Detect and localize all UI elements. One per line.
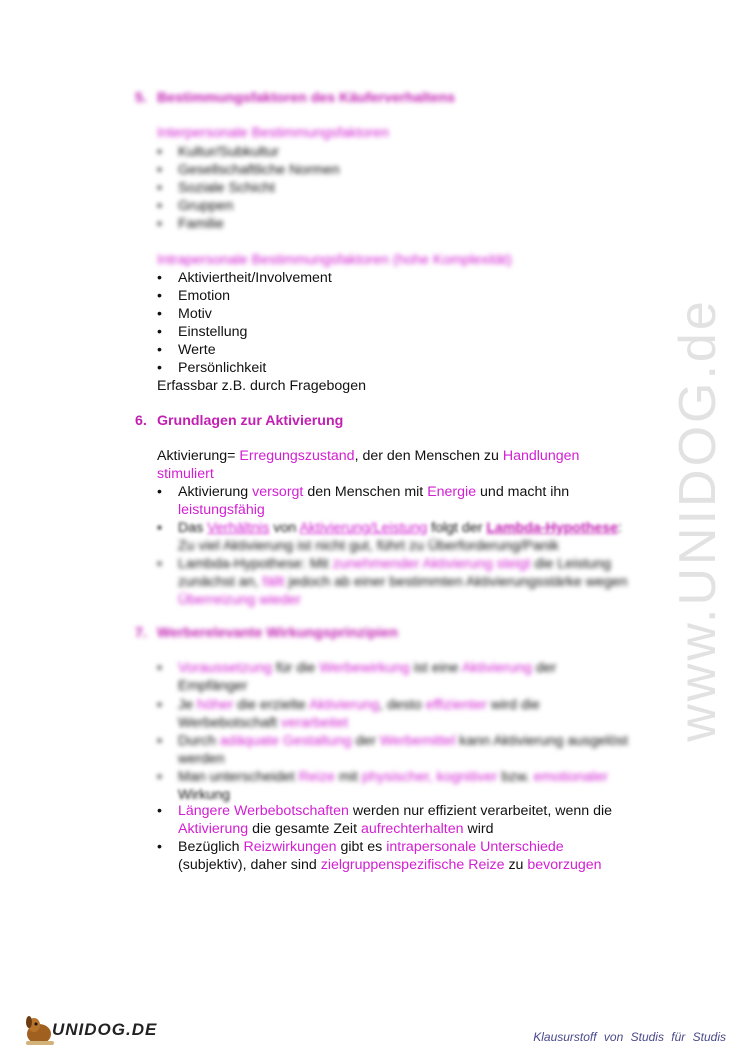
activation-definition-cont: stimuliert bbox=[157, 466, 214, 482]
intra-item: Motiv bbox=[178, 306, 212, 322]
bullet-icon: • bbox=[157, 306, 162, 322]
bullet-icon: • bbox=[157, 484, 162, 500]
sec7-bullet-5-cont: Aktivierung die gesamte Zeit aufrechterhalten wird bbox=[178, 821, 494, 837]
intra-note: Erfassbar z.B. durch Fragebogen bbox=[157, 378, 366, 394]
sec7-bullet-5: Längere Werbebotschaften werden nur effizient verarbeitet, wenn die bbox=[178, 803, 613, 819]
bullet-icon: • bbox=[157, 198, 162, 214]
sec6-bullet-3-cont: zunächst an, fällt jedoch ab einer bestimmten Aktivierungsstärke wegen bbox=[178, 574, 628, 590]
footer-tagline: Klausurstoff von Studis für Studis bbox=[533, 1030, 726, 1044]
sec6-bullet-3-cont2: Überreizung wieder bbox=[178, 592, 302, 608]
bullet-icon: • bbox=[157, 270, 162, 286]
bullet-icon: • bbox=[157, 520, 162, 536]
inter-item: Gesellschaftliche Normen bbox=[178, 162, 340, 178]
section-7-heading: 7. Werberelevante Wirkungsprinzipien bbox=[135, 625, 398, 641]
bullet-icon: • bbox=[157, 360, 162, 376]
sec7-bullet-3: Durch adäquate Gestaltung der Werbemittel kann Aktivierung ausgelöst bbox=[178, 733, 629, 749]
sec7-bullet-2: Je höher die erzielte Aktivierung, desto effizienter wird die bbox=[178, 697, 540, 713]
sec7-bullet-1-cont: Empfänger bbox=[178, 678, 248, 694]
bullet-icon: • bbox=[157, 324, 162, 340]
inter-item: Gruppen bbox=[178, 198, 234, 214]
intra-item: Persönlichkeit bbox=[178, 360, 267, 376]
sec6-bullet-2-cont: Zu viel Aktivierung ist nicht gut, führt zu Überforderung/Panik bbox=[178, 538, 559, 554]
bullet-icon: • bbox=[157, 288, 162, 304]
bullet-icon: • bbox=[157, 697, 162, 713]
sec7-bullet-6-cont: (subjektiv), daher sind zielgruppenspezifische Reize zu bevorzugen bbox=[178, 857, 602, 873]
bullet-icon: • bbox=[157, 342, 162, 358]
inter-item: Soziale Schicht bbox=[178, 180, 275, 196]
activation-definition: Aktivierung= Erregungszustand, der den Menschen zu Handlungen bbox=[157, 448, 580, 464]
logo-text: UNIDOG.DE bbox=[52, 1020, 158, 1039]
inter-item: Kultur/Subkultur bbox=[178, 144, 279, 160]
intra-item: Werte bbox=[178, 342, 216, 358]
intra-item: Aktiviertheit/Involvement bbox=[178, 270, 332, 286]
bullet-icon: • bbox=[157, 180, 162, 196]
sec6-bullet-2: Das Verhältnis von Aktivierung/Leistung folgt der Lambda-Hypothese: bbox=[178, 520, 622, 536]
sec7-bullet-2-cont: Werbebotschaft verarbeitet bbox=[178, 715, 349, 731]
inter-title: Interpersonale Bestimmungsfaktoren bbox=[157, 125, 389, 141]
sec7-bullet-3-cont: werden bbox=[178, 751, 225, 767]
sec7-bullet-4: Man unterscheidet Reize mit physischer, kognitiver bzw. emotionaler bbox=[178, 769, 608, 785]
intra-title: Intrapersonale Bestimmungsfaktoren (hohe Komplexität) bbox=[157, 252, 512, 268]
bullet-icon: • bbox=[157, 839, 162, 855]
sec7-bullet-1: Voraussetzung für die Werbewirkung ist eine Aktivierung der bbox=[178, 660, 557, 676]
section-6-heading: 6. Grundlagen zur Aktivierung bbox=[135, 413, 344, 429]
intra-item: Emotion bbox=[178, 288, 231, 304]
intra-item: Einstellung bbox=[178, 324, 248, 340]
bullet-icon: • bbox=[157, 216, 162, 232]
sec7-bullet-6: Bezüglich Reizwirkungen gibt es intrapersonale Unterschiede bbox=[178, 839, 564, 855]
bullet-icon: • bbox=[157, 144, 162, 160]
section-5-heading: 5. Bestimmungsfaktoren des Käuferverhaltens bbox=[135, 90, 456, 106]
bullet-icon: • bbox=[157, 162, 162, 178]
sec6-bullet-1-cont: leistungsfähig bbox=[178, 502, 265, 518]
bullet-icon: • bbox=[157, 556, 162, 572]
bullet-icon: • bbox=[157, 803, 162, 819]
bullet-icon: • bbox=[157, 769, 162, 785]
unidog-logo bbox=[22, 1010, 158, 1050]
bullet-icon: • bbox=[157, 733, 162, 749]
sec6-bullet-3: Lambda-Hypothese: Mit zunehmender Aktivierung steigt die Leistung bbox=[178, 556, 611, 572]
watermark: www.UNIDOG.de bbox=[669, 298, 727, 742]
bullet-icon: • bbox=[157, 660, 162, 676]
sec7-bullet-4-cont: Wirkung bbox=[178, 787, 231, 803]
sec6-bullet-1: Aktivierung versorgt den Menschen mit Energie und macht ihn bbox=[178, 484, 570, 500]
inter-item: Familie bbox=[178, 216, 224, 232]
